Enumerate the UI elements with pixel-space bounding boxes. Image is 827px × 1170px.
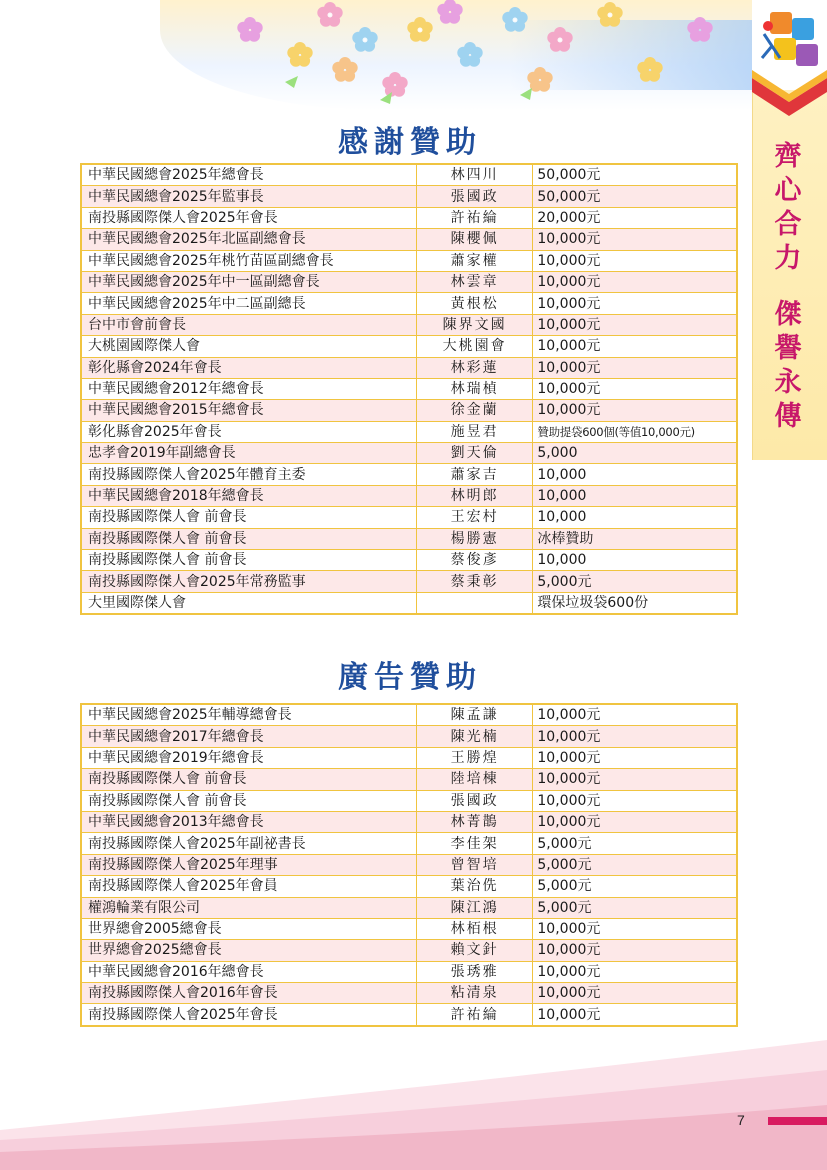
org-cell: 南投縣國際傑人會 前會長 — [81, 507, 416, 528]
table-row — [81, 400, 737, 421]
table-row — [81, 421, 737, 442]
amount-cell: 10,000元 — [533, 769, 737, 790]
name-cell: 張國政 — [416, 186, 533, 207]
table-row — [81, 271, 737, 292]
name-cell: 許祐綸 — [416, 1004, 533, 1026]
amount-cell: 10,000元 — [533, 250, 737, 271]
name-cell: 蕭家權 — [416, 250, 533, 271]
amount-cell: 50,000元 — [533, 164, 737, 186]
org-cell: 忠孝會2019年副總會長 — [81, 443, 416, 464]
name-cell: 林瑞楨 — [416, 378, 533, 399]
name-cell: 林菁鵲 — [416, 811, 533, 832]
amount-cell: 10,000 — [533, 507, 737, 528]
table-row — [81, 897, 737, 918]
org-cell: 中華民國總會2025年北區副總會長 — [81, 229, 416, 250]
amount-cell: 5,000元 — [533, 897, 737, 918]
amount-cell: 10,000元 — [533, 1004, 737, 1026]
advertising-title: 廣告贊助 — [338, 660, 482, 695]
name-cell: 徐金蘭 — [416, 400, 533, 421]
name-cell: 王宏村 — [416, 507, 533, 528]
org-cell: 南投縣國際傑人會2025年常務監事 — [81, 571, 416, 592]
org-cell: 中華民國總會2013年總會長 — [81, 811, 416, 832]
page-accent-bar — [768, 1117, 827, 1125]
org-cell: 大里國際傑人會 — [81, 592, 416, 614]
org-cell: 南投縣國際傑人會 前會長 — [81, 528, 416, 549]
org-cell: 南投縣國際傑人會2025年副祕書長 — [81, 833, 416, 854]
name-cell: 葉治侁 — [416, 876, 533, 897]
table-row — [81, 528, 737, 549]
org-cell: 中華民國總會2017年總會長 — [81, 726, 416, 747]
table-row — [81, 507, 737, 528]
name-cell: 許祐綸 — [416, 207, 533, 228]
org-cell: 彰化縣會2024年會長 — [81, 357, 416, 378]
amount-cell: 50,000元 — [533, 186, 737, 207]
amount-cell: 10,000元 — [533, 918, 737, 939]
amount-cell: 10,000元 — [533, 940, 737, 961]
amount-cell: 10,000元 — [533, 378, 737, 399]
table-row — [81, 571, 737, 592]
name-cell: 林雲章 — [416, 271, 533, 292]
table-row — [81, 485, 737, 506]
name-cell: 陳江鴻 — [416, 897, 533, 918]
amount-cell: 5,000 — [533, 443, 737, 464]
slogan-char: 力 — [774, 243, 802, 274]
table-row — [81, 833, 737, 854]
table-row — [81, 378, 737, 399]
name-cell: 陳界文國 — [416, 314, 533, 335]
name-cell: 林彩蓮 — [416, 357, 533, 378]
table-row — [81, 336, 737, 357]
table-row — [81, 811, 737, 832]
amount-cell: 5,000元 — [533, 876, 737, 897]
table-row — [81, 164, 737, 186]
name-cell: 王勝煌 — [416, 747, 533, 768]
amount-cell: 10,000 — [533, 550, 737, 571]
org-cell: 權鴻輪業有限公司 — [81, 897, 416, 918]
org-cell: 中華民國總會2012年總會長 — [81, 378, 416, 399]
org-cell: 中華民國總會2025年桃竹苗區副總會長 — [81, 250, 416, 271]
org-cell: 南投縣國際傑人會2025年會長 — [81, 1004, 416, 1026]
amount-cell: 10,000元 — [533, 336, 737, 357]
name-cell: 蔡俊彥 — [416, 550, 533, 571]
amount-cell: 10,000元 — [533, 271, 737, 292]
org-cell: 中華民國總會2015年總會長 — [81, 400, 416, 421]
table-row — [81, 314, 737, 335]
amount-cell: 5,000元 — [533, 571, 737, 592]
table-row — [81, 250, 737, 271]
table-row — [81, 961, 737, 982]
org-cell: 南投縣國際傑人會 前會長 — [81, 790, 416, 811]
name-cell: 林栢根 — [416, 918, 533, 939]
name-cell: 曾智培 — [416, 854, 533, 875]
name-cell: 粘清泉 — [416, 983, 533, 1004]
name-cell: 陳櫻佩 — [416, 229, 533, 250]
amount-cell: 環保垃圾袋600份 — [533, 592, 737, 614]
org-cell: 南投縣國際傑人會2025年理事 — [81, 854, 416, 875]
name-cell: 林四川 — [416, 164, 533, 186]
page-number: 7 — [737, 1112, 745, 1128]
table-row — [81, 357, 737, 378]
amount-cell: 10,000元 — [533, 811, 737, 832]
table-row — [81, 464, 737, 485]
name-cell: 劉天倫 — [416, 443, 533, 464]
table-row — [81, 769, 737, 790]
table-row — [81, 876, 737, 897]
org-cell: 中華民國總會2018年總會長 — [81, 485, 416, 506]
org-cell: 世界總會2005總會長 — [81, 918, 416, 939]
name-cell: 張國政 — [416, 790, 533, 811]
amount-cell: 10,000元 — [533, 983, 737, 1004]
table-row — [81, 550, 737, 571]
org-cell: 南投縣國際傑人會2025年會員 — [81, 876, 416, 897]
table-row — [81, 726, 737, 747]
org-cell: 中華民國總會2025年輔導總會長 — [81, 704, 416, 726]
slogan-char: 永 — [774, 367, 802, 398]
org-cell: 中華民國總會2025年中一區副總會長 — [81, 271, 416, 292]
org-cell: 中華民國總會2019年總會長 — [81, 747, 416, 768]
amount-cell: 10,000元 — [533, 293, 737, 314]
amount-cell: 10,000 — [533, 464, 737, 485]
slogan-char: 合 — [774, 209, 802, 240]
table-row — [81, 207, 737, 228]
org-cell: 南投縣國際傑人會 前會長 — [81, 550, 416, 571]
org-cell: 中華民國總會2025年總會長 — [81, 164, 416, 186]
name-cell: 大桃園會 — [416, 336, 533, 357]
amount-cell: 10,000元 — [533, 704, 737, 726]
name-cell: 張琇雅 — [416, 961, 533, 982]
side-slogan — [760, 140, 816, 434]
table-row — [81, 790, 737, 811]
table-row — [81, 1004, 737, 1026]
table-row — [81, 940, 737, 961]
amount-cell: 贊助提袋600個(等值10,000元) — [533, 421, 737, 442]
slogan-char: 傑 — [774, 299, 802, 330]
footer-wave — [0, 1040, 827, 1170]
name-cell: 李佳架 — [416, 833, 533, 854]
table-row — [81, 704, 737, 726]
amount-cell: 5,000元 — [533, 854, 737, 875]
amount-cell: 20,000元 — [533, 207, 737, 228]
name-cell: 蔡秉彰 — [416, 571, 533, 592]
table-row — [81, 918, 737, 939]
name-cell: 施昱君 — [416, 421, 533, 442]
puzzle-icon — [752, 0, 827, 120]
sponsorship-title: 感謝贊助 — [338, 125, 482, 160]
name-cell: 陳光楠 — [416, 726, 533, 747]
name-cell: 楊勝憲 — [416, 528, 533, 549]
org-cell: 大桃園國際傑人會 — [81, 336, 416, 357]
org-cell: 中華民國總會2016年總會長 — [81, 961, 416, 982]
table-row — [81, 854, 737, 875]
name-cell: 陸培棟 — [416, 769, 533, 790]
amount-cell: 10,000元 — [533, 400, 737, 421]
amount-cell: 冰棒贊助 — [533, 528, 737, 549]
name-cell: 賴文針 — [416, 940, 533, 961]
org-cell: 彰化縣會2025年會長 — [81, 421, 416, 442]
table-row — [81, 592, 737, 614]
slogan-char: 心 — [774, 175, 802, 206]
amount-cell: 10,000元 — [533, 229, 737, 250]
table-row — [81, 443, 737, 464]
advertising-table — [80, 703, 738, 1027]
amount-cell: 10,000元 — [533, 357, 737, 378]
table-row — [81, 229, 737, 250]
table-row — [81, 747, 737, 768]
name-cell — [416, 592, 533, 614]
org-cell: 中華民國總會2025年監事長 — [81, 186, 416, 207]
amount-cell: 10,000元 — [533, 726, 737, 747]
slogan-char: 譽 — [774, 333, 802, 364]
slogan-char: 傳 — [774, 401, 802, 432]
name-cell: 林明郎 — [416, 485, 533, 506]
flower-decoration — [0, 0, 827, 110]
org-cell: 南投縣國際傑人會2016年會長 — [81, 983, 416, 1004]
amount-cell: 10,000 — [533, 485, 737, 506]
amount-cell: 10,000元 — [533, 961, 737, 982]
org-cell: 中華民國總會2025年中二區副總長 — [81, 293, 416, 314]
org-cell: 台中市會前會長 — [81, 314, 416, 335]
amount-cell: 10,000元 — [533, 747, 737, 768]
table-row — [81, 983, 737, 1004]
amount-cell: 5,000元 — [533, 833, 737, 854]
amount-cell: 10,000元 — [533, 790, 737, 811]
org-cell: 世界總會2025總會長 — [81, 940, 416, 961]
sponsorship-table — [80, 163, 738, 615]
table-row — [81, 186, 737, 207]
slogan-char: 齊 — [774, 141, 802, 172]
table-row — [81, 293, 737, 314]
org-cell: 南投縣國際傑人會 前會長 — [81, 769, 416, 790]
name-cell: 黃根松 — [416, 293, 533, 314]
amount-cell: 10,000元 — [533, 314, 737, 335]
org-cell: 南投縣國際傑人會2025年會長 — [81, 207, 416, 228]
org-cell: 南投縣國際傑人會2025年體育主委 — [81, 464, 416, 485]
name-cell: 陳孟謙 — [416, 704, 533, 726]
name-cell: 蕭家吉 — [416, 464, 533, 485]
